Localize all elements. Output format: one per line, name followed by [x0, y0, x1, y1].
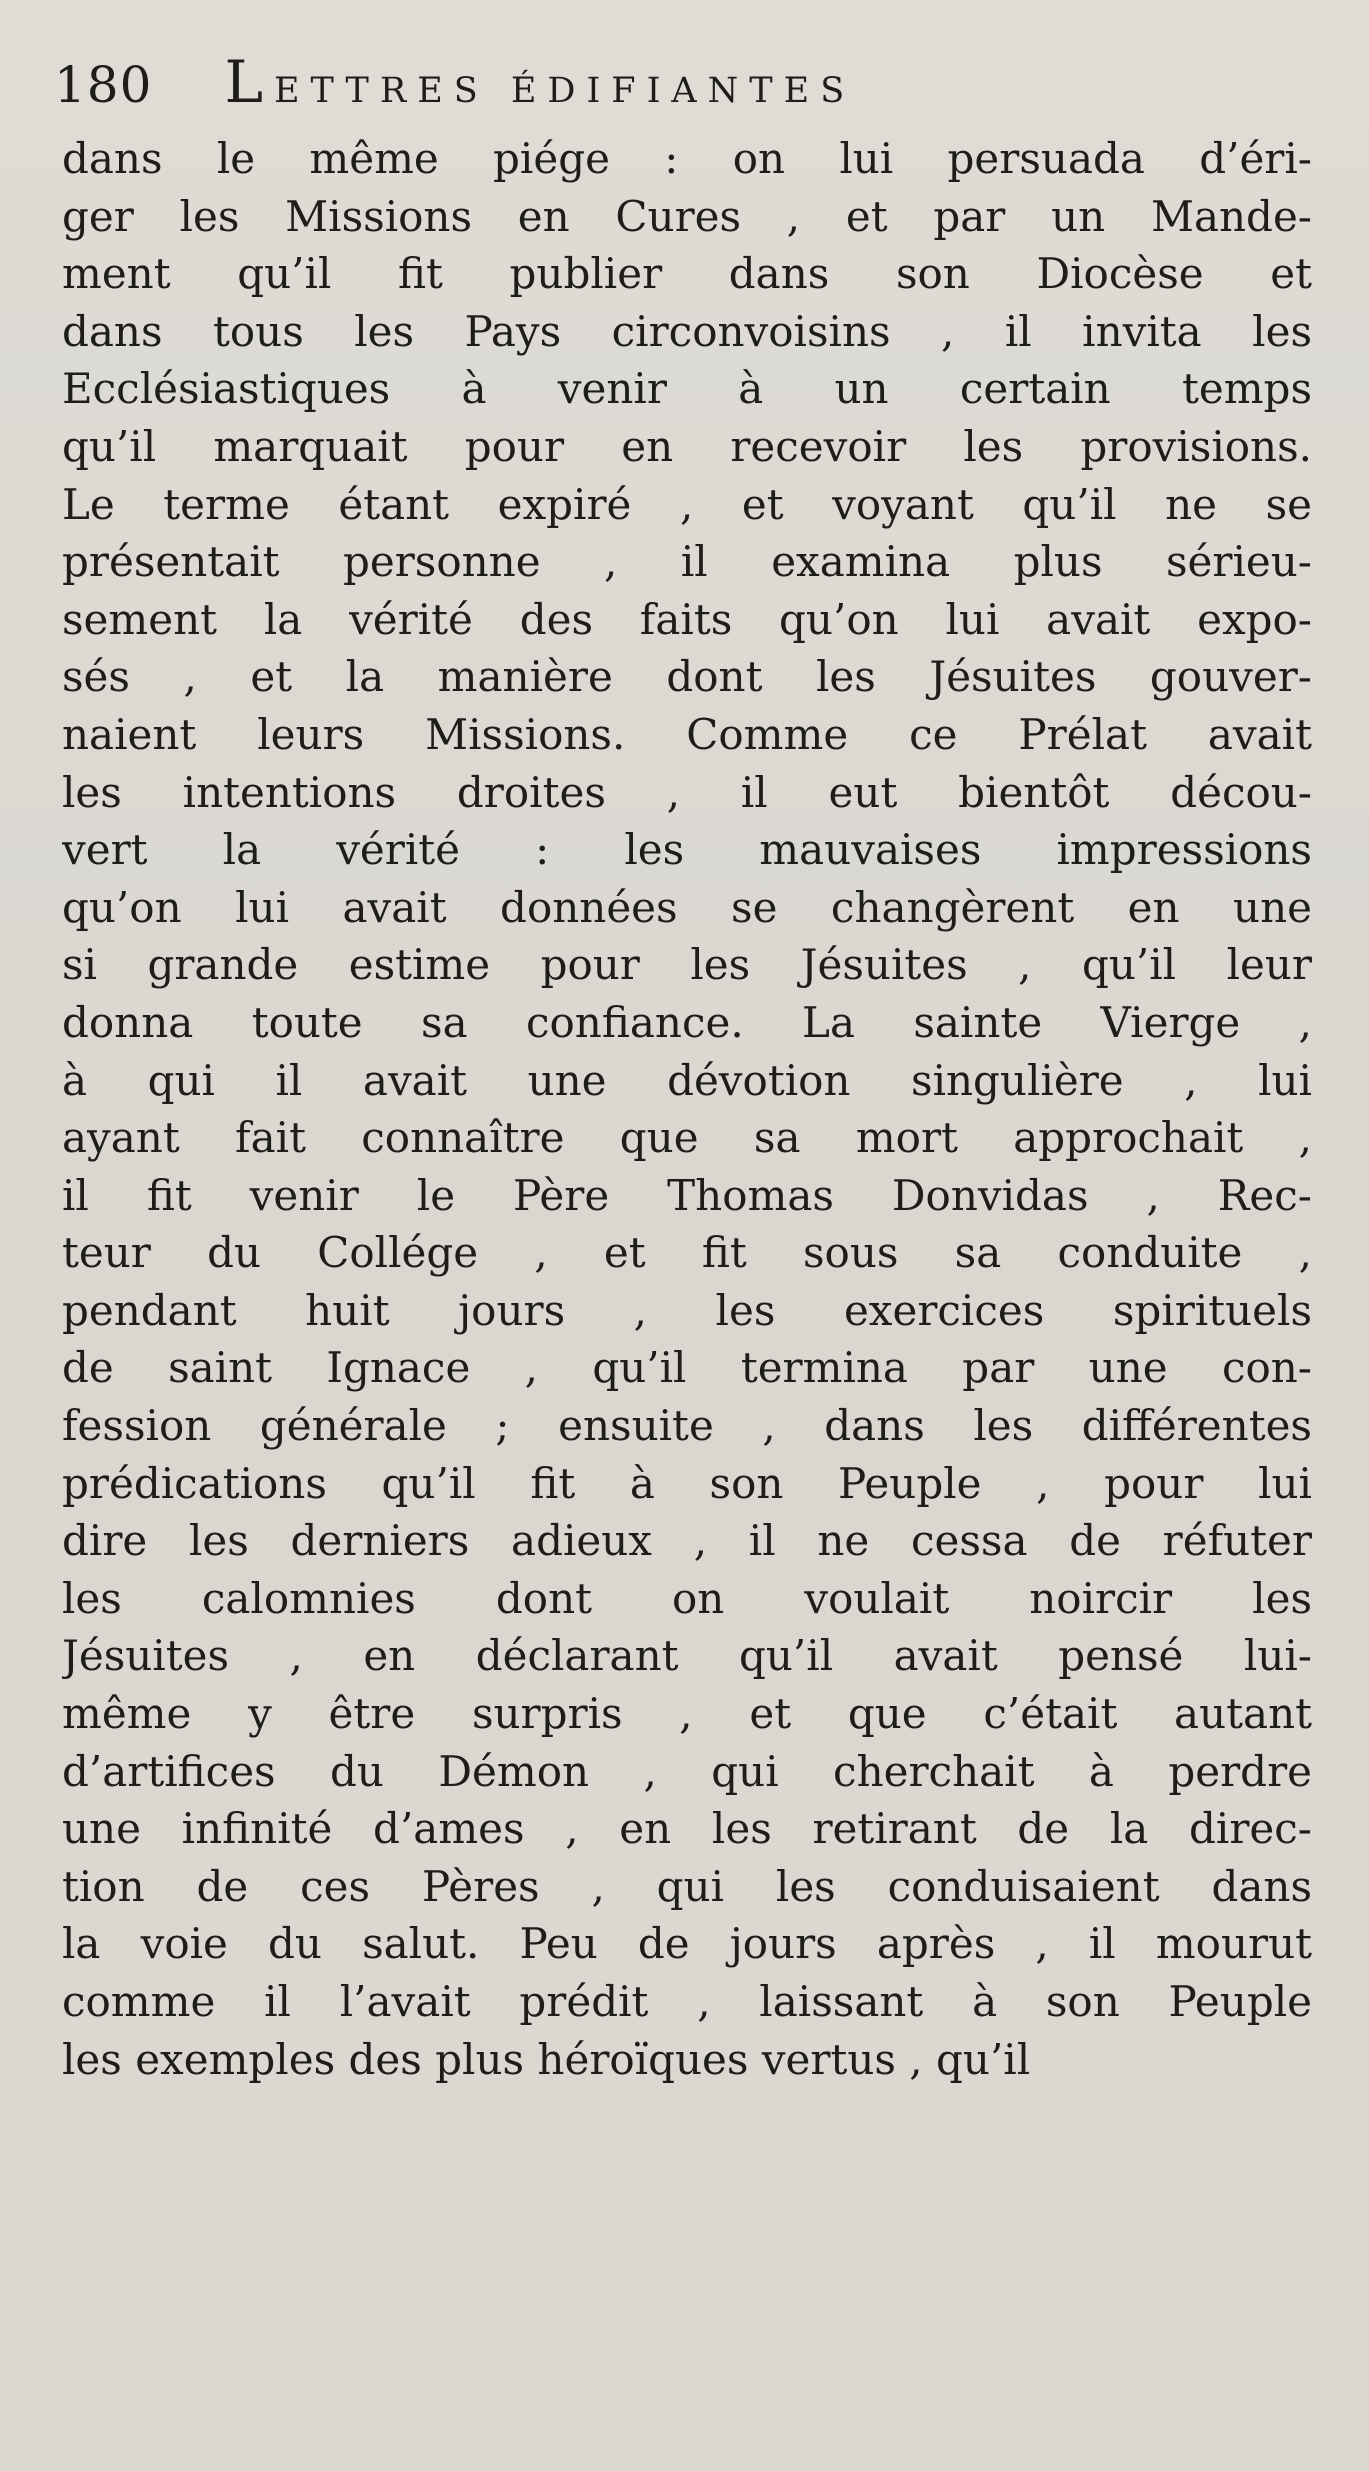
- text-line: tion de ces Pères , qui les conduisaient dans: [62, 1861, 1312, 1911]
- text-line: la voie du salut. Peu de jours après , il mourut: [62, 1919, 1312, 1969]
- text-line: dans le même piége : on lui persuada d’éri-: [62, 134, 1312, 183]
- text-line: dire les derniers adieux , il ne cessa de réfuter: [62, 1516, 1312, 1566]
- text-line: si grande estime pour les Jésuites , qu’il leur: [62, 940, 1312, 990]
- text-line: une infinité d’ames , en les retirant de la direc-: [62, 1804, 1312, 1854]
- text-line: Le terme étant expiré , et voyant qu’il ne se: [62, 479, 1312, 529]
- text-line: même y être surpris , et que c’était autant: [62, 1689, 1312, 1739]
- text-line: Jésuites , en déclarant qu’il avait pensé lui-: [62, 1631, 1312, 1681]
- text-line: sement la vérité des faits qu’on lui avait expo-: [62, 594, 1312, 644]
- text-line: qu’il marquait pour en recevoir les provisions.: [62, 421, 1312, 471]
- text-line: comme il l’avait prédit , laissant à son Peuple: [62, 1977, 1312, 2026]
- page-number: 180: [54, 56, 153, 114]
- text-line: pendant huit jours , les exercices spirituels: [62, 1285, 1312, 1335]
- text-line: ger les Missions en Cures , et par un Mande-: [62, 191, 1312, 241]
- text-line: les exemples des plus héroïques vertus , qu’il: [62, 2034, 1031, 2084]
- text-line: Ecclésiastiques à venir à un certain temps: [62, 364, 1312, 414]
- text-line: sés , et la manière dont les Jésuites gouver-: [62, 652, 1312, 702]
- text-line: naient leurs Missions. Comme ce Prélat avait: [62, 709, 1312, 759]
- text-line: fession générale ; ensuite , dans les différentes: [62, 1401, 1312, 1451]
- text-line: à qui il avait une dévotion singulière , lui: [62, 1055, 1312, 1105]
- text-line: prédications qu’il fit à son Peuple , pour lui: [62, 1458, 1312, 1508]
- running-title: LETTRES ÉDIFIANTES: [224, 48, 856, 116]
- body-text: [62, 130, 1312, 2088]
- text-line: teur du Collége , et fit sous sa conduite ,: [62, 1228, 1312, 1278]
- text-line: les calomnies dont on voulait noircir les: [62, 1573, 1312, 1623]
- page-header: [54, 48, 855, 128]
- text-line: vert la vérité : les mauvaises impressions: [62, 825, 1312, 875]
- text-line: d’artifices du Démon , qui cherchait à perdre: [62, 1746, 1312, 1796]
- text-line: dans tous les Pays circonvoisins , il invita les: [62, 306, 1312, 356]
- text-line: il fit venir le Père Thomas Donvidas , Rec-: [62, 1170, 1312, 1220]
- text-line: ment qu’il fit publier dans son Diocèse et: [62, 249, 1312, 299]
- text-line: présentait personne , il examina plus sérieu-: [62, 537, 1312, 587]
- text-line: les intentions droites , il eut bientôt décou-: [62, 767, 1312, 817]
- text-line: donna toute sa confiance. La sainte Vierge ,: [62, 997, 1312, 1047]
- text-line: ayant fait connaître que sa mort approchait ,: [62, 1113, 1312, 1163]
- text-line: qu’on lui avait données se changèrent en une: [62, 882, 1312, 932]
- text-line: de saint Ignace , qu’il termina par une con-: [62, 1343, 1312, 1393]
